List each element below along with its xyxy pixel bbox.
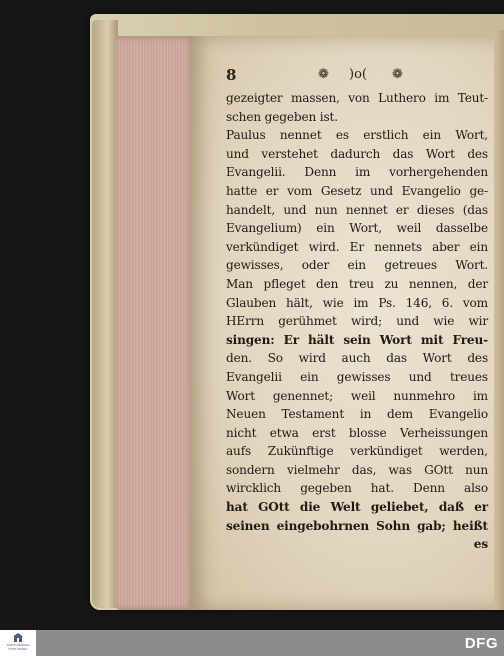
ornament-center-icon: )o(	[349, 67, 367, 82]
dfg-logo[interactable]: DFG	[464, 635, 498, 652]
text-line: den. So wird auch das Wort des	[226, 351, 488, 366]
catchword: es	[473, 537, 488, 552]
text-line: handelt, und nun nennet er dieses (das	[226, 202, 488, 217]
text-line: seinen eingebohrnen Sohn gab; heißt	[226, 518, 488, 533]
text-line: und verstehet dadurch das Wort des	[226, 146, 488, 161]
text-line: gewisses, oder ein getreues Wort.	[226, 258, 488, 273]
text-line: Evangelium) ein Wort, weil dasselbe	[226, 221, 488, 236]
text-line: schen gegeben ist.	[226, 109, 338, 124]
page-text	[226, 89, 488, 554]
text-line: aufs Zukünftige verkündiget werden,	[226, 444, 488, 459]
text-line: nicht etwa erst blosse Verheissungen	[226, 425, 488, 440]
page-edges	[116, 36, 196, 610]
ornament-right-icon: ❁	[392, 67, 403, 82]
text-line: verkündiget wird. Er nennets aber ein	[226, 239, 488, 254]
library-logo[interactable]	[0, 630, 36, 656]
footer-bar	[0, 630, 504, 656]
text-line: Evangelii ein gewisses und treues	[226, 369, 488, 384]
book-cover-edge	[92, 20, 118, 608]
page-gutter	[494, 30, 504, 610]
text-line: sondern vielmehr das, was GOtt nun	[226, 462, 488, 477]
text-line: Paulus nennet es erstlich ein Wort,	[226, 128, 488, 143]
text-line: gezeigter massen, von Luthero im Teut-	[226, 91, 488, 105]
text-line: Neuen Testament in dem Evangelio	[226, 407, 488, 422]
library-logo-text: FRANCKESCHE STIFTUNGEN	[6, 643, 30, 651]
page-number: 8	[226, 66, 237, 84]
text-line: Man pfleget den treu zu nennen, der	[226, 276, 488, 291]
text-line: Evangelii. Denn im vorhergehenden	[226, 165, 488, 180]
text-line: HErrn gerühmet wird; und wie wir	[226, 314, 488, 329]
text-line: hat GOtt die Welt geliebet, daß er	[226, 500, 488, 515]
library-emblem-icon	[13, 633, 23, 643]
text-line: singen: Er hält sein Wort mit Freu-	[226, 332, 488, 347]
text-line: wircklich gegeben hat. Denn also	[226, 481, 488, 496]
ornament-left-icon: ❁	[318, 67, 329, 82]
text-line: Glauben hält, wie im Ps. 146, 6. vom	[226, 295, 488, 310]
text-line: Wort genennet; weil nunmehro im	[226, 388, 488, 403]
text-line: hatte er vom Gesetz und Evangelio ge-	[226, 183, 488, 198]
